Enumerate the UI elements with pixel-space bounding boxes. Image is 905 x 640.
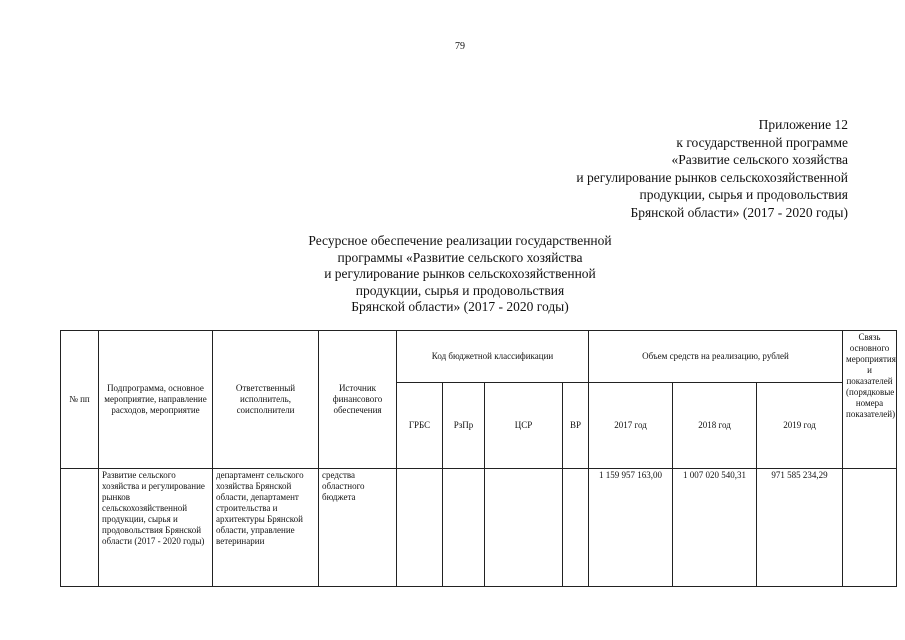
appendix-line: продукции, сырья и продовольствия	[639, 187, 848, 202]
resource-table	[60, 330, 897, 587]
cell-2019: 971 585 234,29	[757, 469, 843, 587]
header-amount: Объем средств на реализацию, рублей	[589, 331, 843, 383]
appendix-header	[480, 116, 848, 221]
cell-rzpr	[443, 469, 485, 587]
document-title	[250, 233, 670, 316]
header-grbs: ГРБС	[397, 383, 443, 469]
header-rzpr: РзПр	[443, 383, 485, 469]
appendix-line: к государственной программе	[676, 134, 848, 150]
cell-2018: 1 007 020 540,31	[673, 469, 757, 587]
table-row	[61, 469, 897, 587]
title-line: и регулирование рынков сельскохозяйственной	[324, 266, 596, 281]
cell-source: средства областного бюджета	[319, 469, 397, 587]
cell-csr	[485, 469, 563, 587]
cell-num	[61, 469, 99, 587]
cell-2017: 1 159 957 163,00	[589, 469, 673, 587]
appendix-line: Приложение 12	[758, 117, 848, 132]
header-vr: ВР	[563, 383, 589, 469]
title-line: Брянской области» (2017 - 2020 годы)	[351, 299, 569, 314]
appendix-line: «Развитие сельского хозяйства	[671, 152, 848, 167]
header-csr: ЦСР	[485, 383, 563, 469]
appendix-line: и регулирование рынков сельскохозяйственной	[576, 169, 848, 185]
appendix-line: Брянской области» (2017 - 2020 годы)	[630, 204, 848, 220]
header-responsible: Ответственный исполнитель, соисполнители	[213, 331, 319, 469]
cell-responsible: департамент сельского хозяйства Брянской области, департамент строительства и архитектуры Брянской области, управление ветеринарии	[213, 469, 319, 587]
header-num: № пп	[61, 331, 99, 469]
title-line: продукции, сырья и продовольствия	[355, 282, 565, 298]
title-line: Ресурсное обеспечение реализации государственной	[308, 233, 612, 248]
cell-grbs	[397, 469, 443, 587]
header-link: Связь основного мероприятия и показателей (порядковые номера показателей)	[843, 331, 897, 469]
header-2018: 2018 год	[673, 383, 757, 469]
header-budget-code: Код бюджетной классификации	[397, 331, 589, 383]
page-number: 79	[455, 41, 465, 52]
header-subprogram: Подпрограмма, основное мероприятие, направление расходов, мероприятие	[99, 331, 213, 469]
header-source: Источник финансового обеспечения	[319, 331, 397, 469]
header-2019: 2019 год	[757, 383, 843, 469]
cell-subprogram: Развитие сельского хозяйства и регулирование рынков сельскохозяйственной продукции, сырья и продовольствия Брянской области (2017 - 2020 годы)	[99, 469, 213, 587]
header-2017: 2017 год	[589, 383, 673, 469]
cell-vr	[563, 469, 589, 587]
cell-link	[843, 469, 897, 587]
title-line: программы «Развитие сельского хозяйства	[337, 249, 583, 265]
